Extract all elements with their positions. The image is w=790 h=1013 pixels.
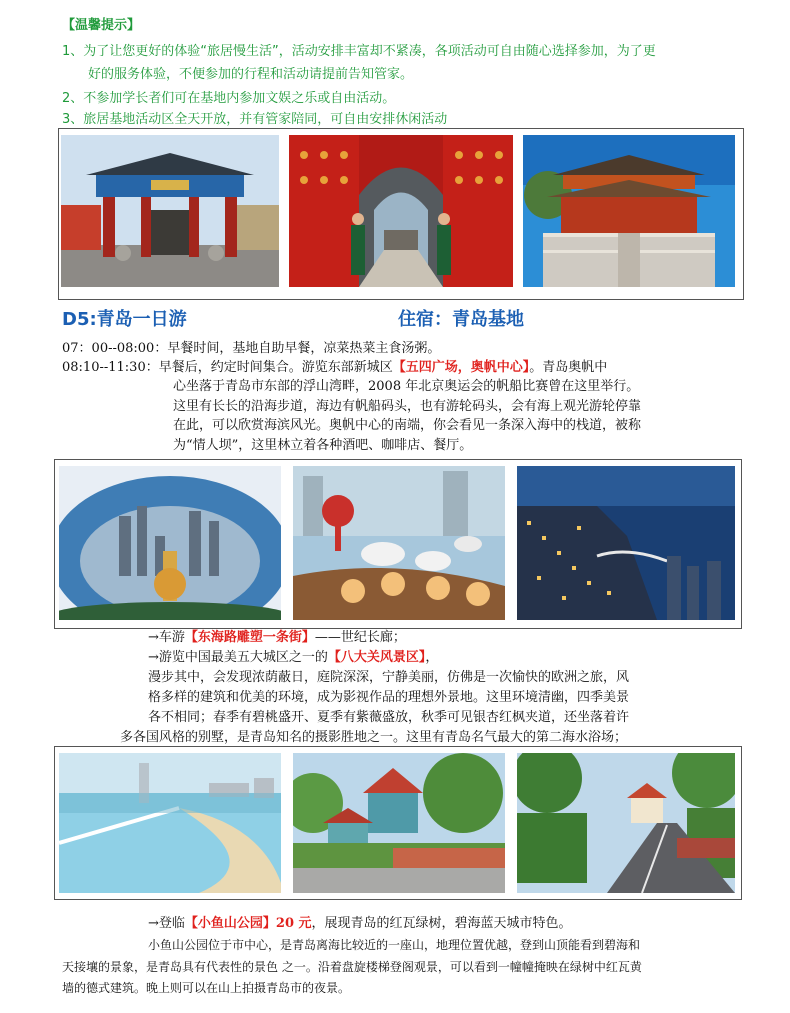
xiaoyushan-pre: →登临 [148,916,185,931]
xiaoyushan-desc-1: 小鱼山公园位于市中心，是青岛离海比较近的一座山，地理位置优越，登到山顶能看到碧海和 [148,938,641,952]
seagulls-photo [293,466,505,620]
accommodation-title: 住宿：青岛基地 [398,309,524,330]
badaguan-line [148,648,438,668]
sculpture-street-highlight: 【东海路雕塑一条街】 [184,630,315,645]
xiaoyushan-desc-2: 天接壤的景象，是青岛具有代表性的景色 之一。沿着盘旋楼梯登阁观景，可以看到一幢幢掩映在绿树中红瓦黄 [62,960,642,974]
badaguan-desc-1: 漫步其中，会发现浓荫蔽日，庭院深深，宁静美丽，仿佛是一次愉快的欧洲之旅，风 [148,670,630,685]
night-coast-photo [517,466,735,620]
olympic-sailing-desc-4: 为“情人坝”，这里林立着各种酒吧、咖啡店、餐厅。 [173,438,473,453]
schedule-breakfast: 07：00--08:00：早餐时间，基地自助早餐，凉菜热菜主食汤粥。 [62,341,441,356]
villa-red-roof-photo [293,753,505,893]
badaguan-desc-3: 各不相同；春季有碧桃盛开、夏季有紫薇盛放，秋季可见银杏红枫夹道，还坐落着许 [148,710,630,725]
tip-item-1-cont: 好的服务体验，不便参加的行程和活动请提前告知管家。 [88,67,414,82]
olympic-sailing-desc-3: 在此，可以欣赏海滨风光。奥帆中心的南端，你会看见一条深入海中的栈道，被称 [173,418,642,433]
olympic-sailing-desc-1: 心坐落于青岛市东部的浮山湾畔，2008 年北京奥运会的帆船比赛曾在这里举行。 [173,379,640,394]
photo-row-1 [58,128,744,300]
badaguan-desc-2: 格多样的建筑和优美的环境，成为影视作品的理想外景地。这里环境清幽，四季美景 [148,690,630,705]
dongdai-road-post: ——世纪长廊； [314,630,406,645]
day-title: D5:青岛一日游 [62,309,187,330]
fisheye-city-photo [59,466,281,620]
schedule-morning-post: 。青岛奥帆中 [529,360,608,375]
confucius-hall-photo [523,135,735,287]
schedule-morning [62,358,607,378]
wusi-square-highlight: 【五四广场，奥帆中心】 [392,360,530,375]
badaguan-highlight: 【八大关风景区】 [327,650,426,665]
tip-item-1: 1、为了让您更好的体验“旅居慢生活”，活动安排丰富却不紧凑，各项活动可自由随心选择参加，为了更 [62,44,656,59]
badaguan-pre: →游览中国最美五大城区之一的 [148,650,328,665]
photo-row-3 [54,746,742,900]
tip-item-2: 2、不参加学长者们可在基地内参加文娱之乐或自由活动。 [62,91,396,106]
dongdai-road-pre: →车游 [148,630,185,645]
xiaoyushan-desc-3: 墙的德式建筑。晚上则可以在山上拍摄青岛市的夜景。 [62,981,351,995]
xiaoyushan-post: ，展现青岛的红瓦绿树，碧海蓝天城市特色。 [311,916,572,931]
tip-item-3: 3、旅居基地活动区全天开放，并有管家陪同，可自由安排休闲活动 [62,112,448,127]
pier-tower-photo [59,753,281,893]
dongdai-road-line [148,628,406,648]
badaguan-desc-4: 多各国风格的别墅，是青岛知名的摄影胜地之一。这里有青岛名气最大的第二海水浴场； [120,730,628,745]
badaguan-post: ， [425,650,439,665]
xiaoyushan-line [148,914,572,934]
red-gate-guards-photo [289,135,513,287]
tree-lined-road-photo [517,753,735,893]
temple-gate-photo [61,135,279,287]
olympic-sailing-desc-2: 这里有长长的沿海步道，海边有帆船码头，也有游轮码头，会有海上观光游轮停靠 [173,399,642,414]
schedule-morning-pre: 08:10--11:30：早餐后，约定时间集合。游览东部新城区 [62,360,393,375]
xiaoyushan-highlight: 【小鱼山公园】20 元 [184,916,312,931]
tips-title: 【温馨提示】 [62,18,141,33]
photo-row-2 [54,459,742,629]
